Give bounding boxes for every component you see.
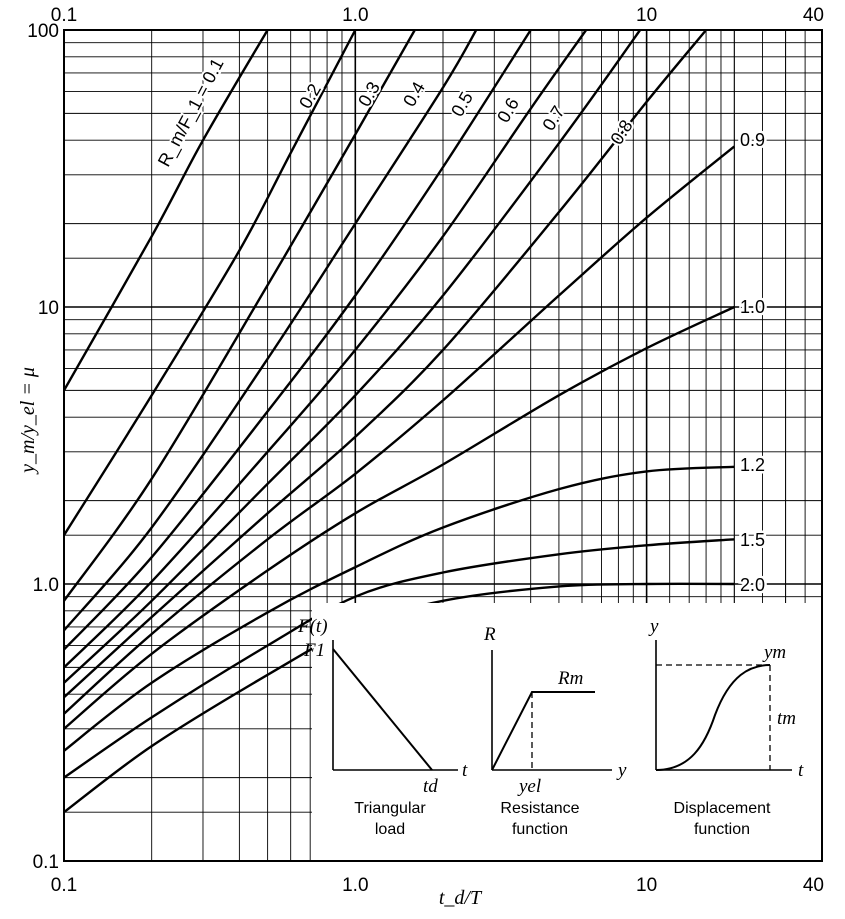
load-peak-symbol: F1 [304, 640, 326, 661]
displacement-time-symbol: tm [777, 708, 796, 729]
y-tick: 100 [27, 21, 59, 42]
x-tick-bottom: 1.0 [342, 875, 369, 896]
y-tick: 0.1 [32, 852, 59, 873]
resistance-title-line2: function [511, 821, 569, 838]
curve-label-0-6: 0.6 [493, 94, 523, 126]
load-y-symbol: F(t) [298, 616, 328, 637]
x-tick-bottom: 40 [802, 875, 824, 896]
y-tick: 10 [37, 298, 59, 319]
load-end-symbol: td [423, 776, 438, 797]
x-tick-top: 40 [802, 5, 824, 26]
curve-label-1-2: 1.2 [740, 455, 766, 475]
displacement-title-line2: function [693, 821, 751, 838]
curve-label-0-1: R_m/F_1 = 0.1 [153, 54, 228, 170]
x-tick-top: 0.1 [50, 5, 78, 26]
displacement-y-symbol: y [650, 616, 659, 637]
displacement-title-line1: Displacement [673, 800, 771, 817]
resistance-max-symbol: Rm [558, 668, 584, 689]
curve-label-1-0: 1.0 [740, 297, 766, 317]
curve-label-0-2: 0.2 [295, 80, 325, 112]
resistance-x-symbol: y [618, 760, 627, 781]
y-tick: 1.0 [32, 575, 59, 596]
resistance-yield-symbol: yel [519, 776, 542, 797]
displacement-max-symbol: ym [764, 642, 787, 663]
x-tick-bottom: 0.1 [50, 875, 78, 896]
curve-label-0-4: 0.4 [399, 78, 429, 110]
x-axis-label: t_d/T [438, 887, 482, 909]
curve-label-0-8: 0.8 [606, 116, 637, 149]
x-tick-top: 1.0 [342, 5, 369, 26]
inset-diagrams [297, 603, 824, 860]
curve-label-0-5: 0.5 [447, 88, 477, 120]
load-title-line2: load [374, 821, 406, 838]
curve-label-0-3: 0.3 [354, 78, 384, 110]
x-tick-top: 10 [636, 5, 658, 26]
curve-label-0-9: 0.9 [740, 130, 766, 150]
load-title-line1: Triangular [354, 800, 426, 817]
y-axis-label: y_m/y_el = μ [17, 367, 39, 473]
curve-label-0-7: 0.7 [538, 102, 569, 135]
curve-label-1-5: 1.5 [740, 530, 766, 550]
x-tick-bottom: 10 [636, 875, 658, 896]
resistance-title-line1: Resistance [500, 800, 580, 817]
resistance-y-symbol: R [484, 624, 496, 645]
curve-label-2-0: 2.0 [740, 575, 766, 595]
displacement-x-symbol: t [798, 760, 804, 781]
load-x-symbol: t [462, 760, 468, 781]
